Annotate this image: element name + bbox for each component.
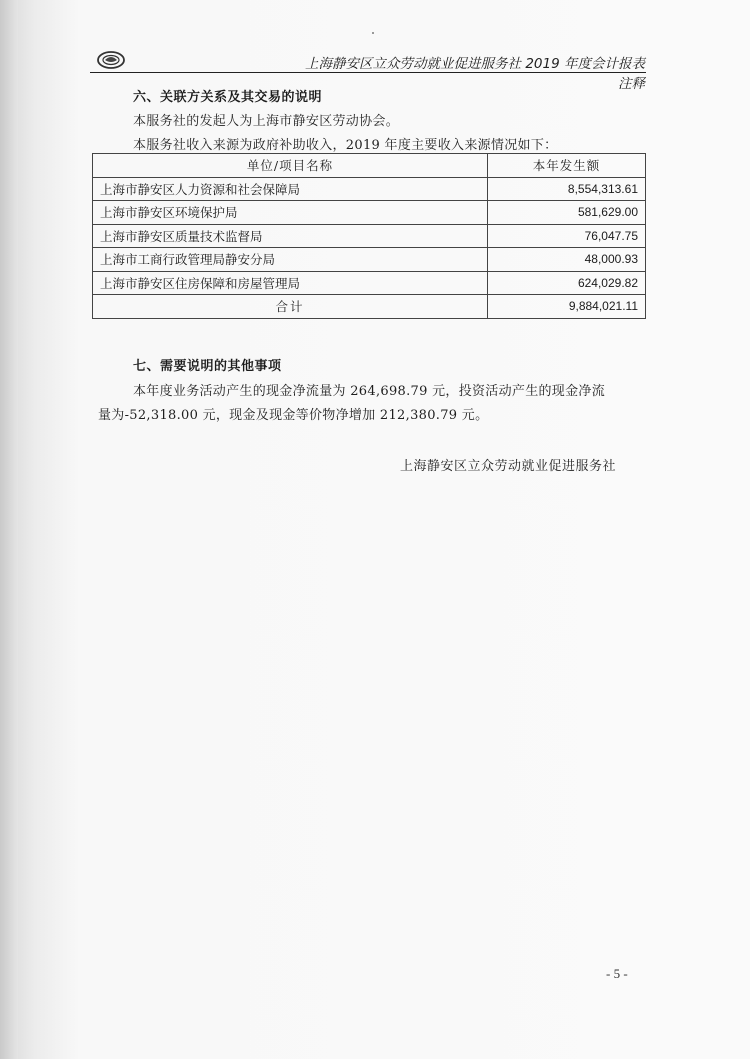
table-row: [93, 271, 646, 295]
row-unit-name: 上海市工商行政管理局静安分局: [93, 248, 488, 272]
row-amount: 624,029.82: [488, 271, 646, 295]
header-divider: [90, 72, 646, 73]
header-title: 上海静安区立众劳动就业促进服务社 2019 年度会计报表注释: [305, 56, 645, 92]
row-unit-name: 上海市静安区环境保护局: [93, 201, 488, 225]
income-source-table: [92, 153, 646, 319]
organization-seal-icon: [96, 50, 126, 70]
table-row: [93, 201, 646, 225]
section-7-heading: 七、需要说明的其他事项: [133, 359, 282, 374]
row-unit-name: 上海市静安区住房保障和房屋管理局: [93, 271, 488, 295]
row-amount: 581,629.00: [488, 201, 646, 225]
scan-speck: [372, 32, 374, 34]
section-6-heading: 六、关联方关系及其交易的说明: [133, 90, 323, 105]
signature-organization: 上海静安区立众劳动就业促进服务社: [400, 459, 617, 474]
row-unit-name: 上海市静安区人力资源和社会保障局: [93, 177, 488, 201]
section-7-line-2: 量为-52,318.00 元，现金及现金等价物净增加 212,380.79 元。: [98, 408, 489, 423]
row-amount: 8,554,313.61: [488, 177, 646, 201]
total-amount: 9,884,021.11: [488, 295, 646, 319]
row-amount: 76,047.75: [488, 224, 646, 248]
table-row: [93, 248, 646, 272]
row-unit-name: 上海市静安区质量技术监督局: [93, 224, 488, 248]
section-6-paragraph-1: 本服务社的发起人为上海市静安区劳动协会。: [133, 114, 400, 129]
column-header-amount: 本年发生额: [488, 154, 646, 178]
table-total-row: [93, 295, 646, 319]
column-header-unit: 单位/项目名称: [93, 154, 488, 178]
table-row: [93, 177, 646, 201]
scan-shadow-edge: [0, 0, 18, 1059]
row-amount: 48,000.93: [488, 248, 646, 272]
total-label: 合计: [93, 295, 488, 319]
table-header-row: [93, 154, 646, 178]
page-number: - 5 -: [606, 966, 628, 981]
section-7-line-1: 本年度业务活动产生的现金净流量为 264,698.79 元，投资活动产生的现金净流: [133, 384, 605, 399]
table-row: [93, 224, 646, 248]
section-6-paragraph-2: 本服务社收入来源为政府补助收入，2019 年度主要收入来源情况如下：: [133, 138, 558, 153]
